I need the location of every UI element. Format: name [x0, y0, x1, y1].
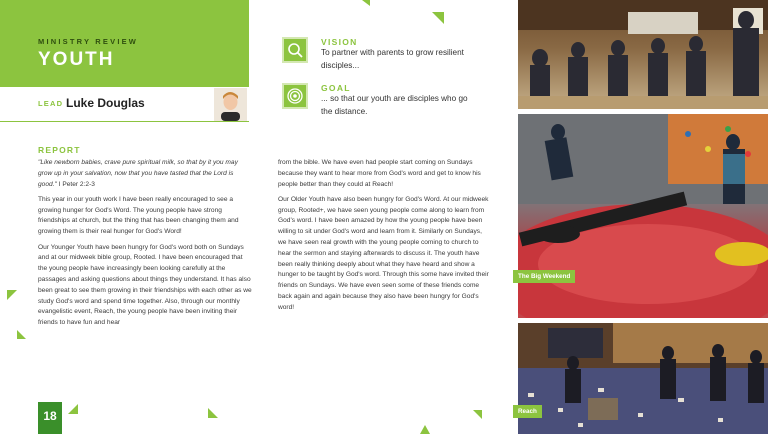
decor-triangle-icon — [68, 404, 78, 414]
vision-label: VISION — [321, 37, 358, 47]
decor-triangle-icon — [473, 410, 482, 419]
decor-triangle-icon — [432, 12, 444, 24]
goal-label: GOAL — [321, 83, 351, 93]
page-title: YOUTH — [38, 49, 115, 70]
decor-triangle-icon — [420, 425, 430, 434]
page-number: 18 — [38, 402, 62, 434]
section-kicker: MINISTRY REVIEW — [38, 37, 139, 46]
decor-triangle-icon — [7, 290, 17, 300]
avatar — [214, 88, 247, 121]
decor-triangle-icon — [208, 408, 218, 418]
report-paragraph: Our Younger Youth have been hungry for God's word both on Sundays and at our midweek bible group, Rooted. I have been encouraged that the young people have increasingly been looking carefully at the passages and asking questions about things they understand. It has also been great to see them growing in their friendships with each other as we study God's word and spend time together. Also, through our monthly evangelistic event, Reach, the young people have been inviting their friends to have fun and hear — [38, 243, 252, 327]
decor-triangle-icon — [362, 0, 370, 6]
photo-big-weekend — [518, 114, 768, 318]
vision-text: To partner with parents to grow resilient disciples... — [321, 48, 464, 70]
lead-name: Luke Douglas — [66, 96, 145, 110]
photo-reach — [518, 323, 768, 434]
report-paragraph: from the bible. We have even had people start coming on Sundays because they want to hear more from God's word and get to know his people better than they could at Reach! — [278, 159, 481, 188]
magnifier-icon — [282, 37, 308, 63]
report-heading: REPORT — [38, 145, 81, 155]
report-column-left — [38, 158, 252, 333]
goal-text: ... so that our youth are disciples who go the distance. — [321, 94, 468, 116]
report-paragraph: This year in our youth work I have been really encouraged to see a growing hunger for God's Word. The young people have strong friendships at church, but the thing that has been changing them and growing them is their real hunger for God's Word! — [38, 195, 239, 236]
caption-reach: Reach — [513, 405, 542, 418]
quote-reference: I Peter 2:2-3 — [56, 180, 95, 188]
photo-group-activity — [518, 0, 768, 109]
report-paragraph: Our Older Youth have also been hungry for God's Word. At our midweek group, Rooted+, we have seen young people come along to learn from God's word. I have been amazed by how the young people have been willing to sit under God's word and learn from it. Similarly on Sundays, we have seen real growth with the young people coming to church to hear the sermon and staying afterwards to discuss it. The youth have been really thinking deeply about what they have heard and show a hunger to be taught by God's word. Through this some have invited their friends on Sundays. We have even seen some of these friends come back again and again because they also have been hungry for God's word! — [278, 195, 489, 311]
report-column-right — [278, 158, 492, 318]
caption-big-weekend: The Big Weekend — [513, 270, 575, 283]
quote-text: "Like newborn babies, crave pure spiritual milk, so that by it you may grow up in your salvation, now that you have tasted that the Lord is good." — [38, 159, 238, 188]
target-icon — [282, 83, 308, 109]
lead-label: LEAD — [38, 99, 64, 108]
scripture-quote — [38, 158, 252, 190]
decor-triangle-icon — [17, 330, 26, 339]
